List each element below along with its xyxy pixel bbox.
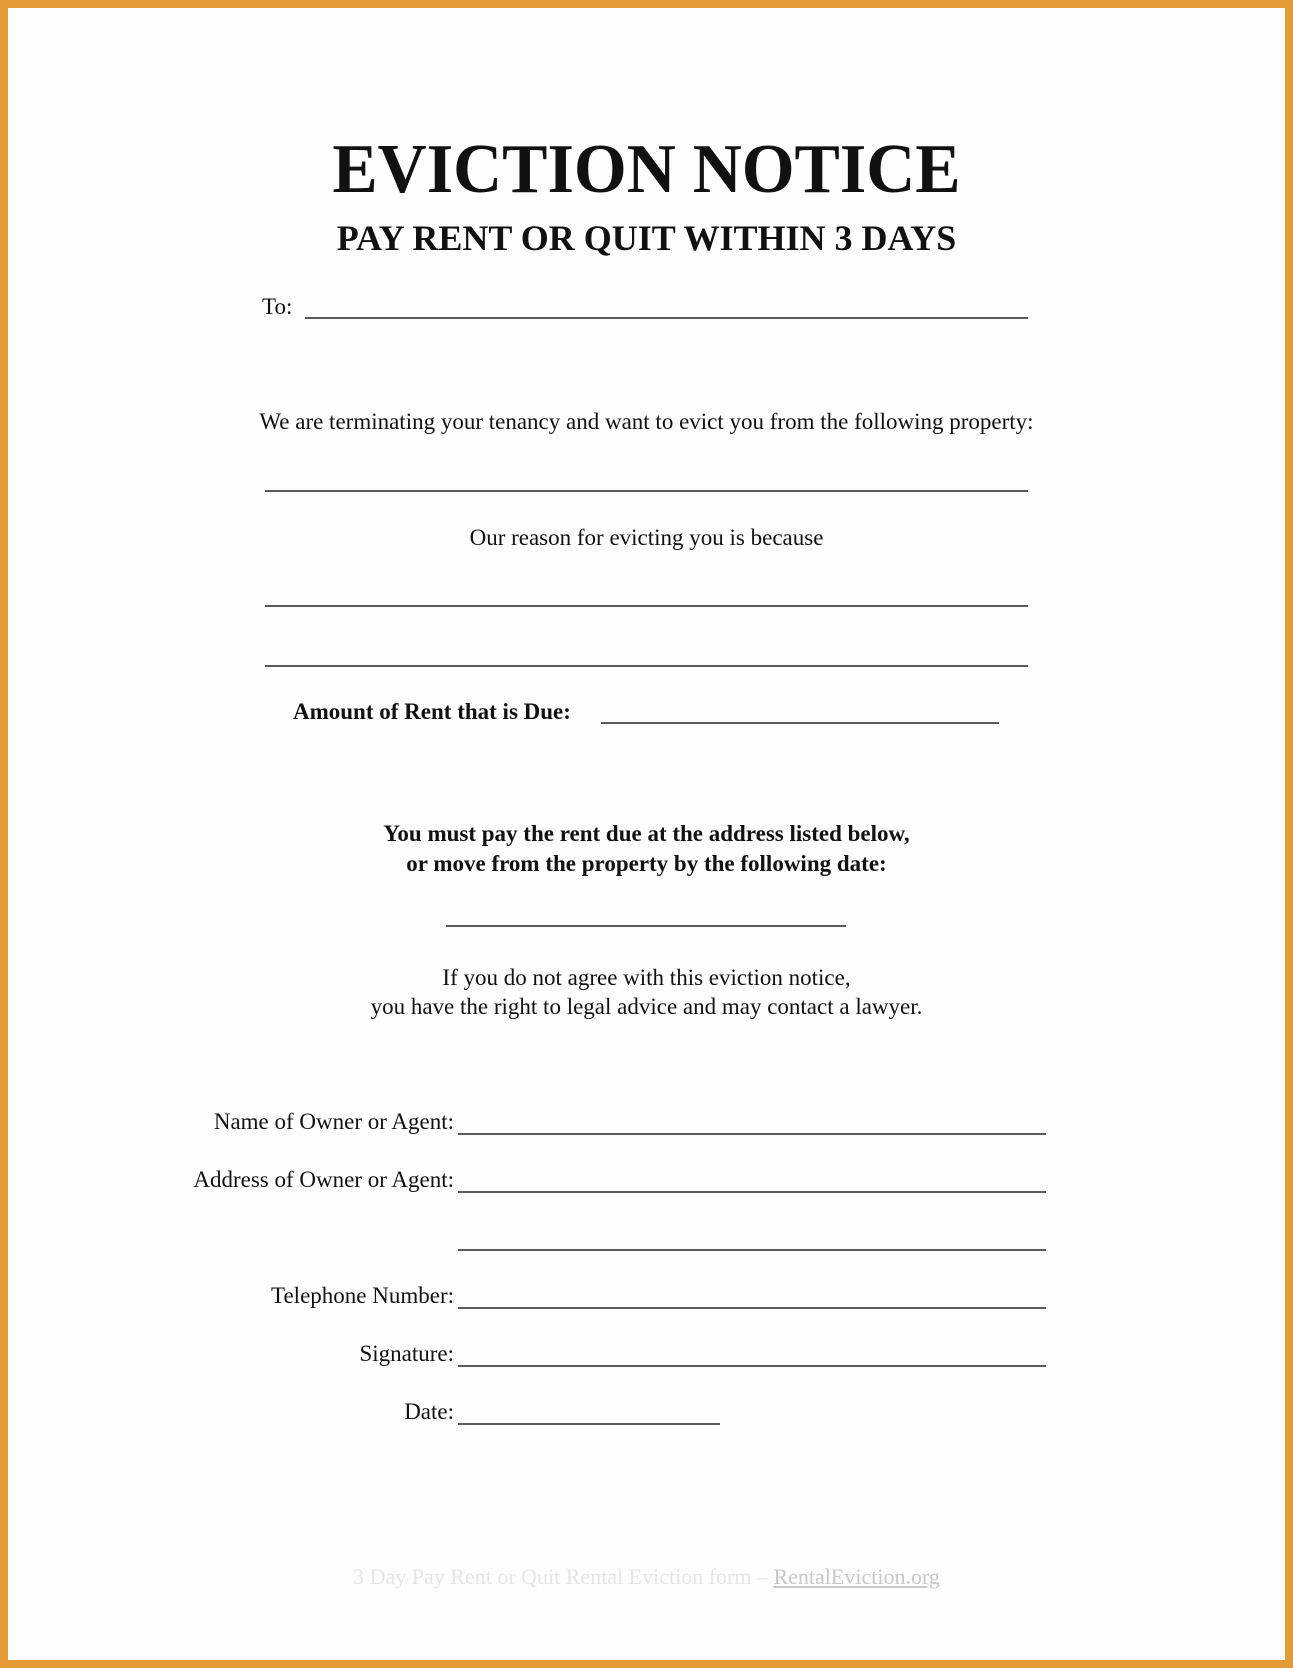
reason-field-1[interactable] bbox=[265, 605, 1028, 607]
telephone-label: Telephone Number: bbox=[271, 1283, 454, 1308]
legal-line-1: If you do not agree with this eviction notice, bbox=[442, 965, 851, 990]
move-date-field[interactable] bbox=[446, 925, 846, 927]
amount-label: Amount of Rent that is Due: bbox=[293, 699, 571, 724]
date-field[interactable] bbox=[458, 1423, 720, 1425]
footer-link[interactable]: RentalEviction.org bbox=[773, 1564, 940, 1589]
page-title: EVICTION NOTICE bbox=[332, 131, 961, 208]
telephone-field[interactable] bbox=[458, 1307, 1046, 1309]
document-page bbox=[8, 8, 1285, 1660]
reason-field-2[interactable] bbox=[265, 665, 1028, 667]
footer bbox=[8, 1563, 1285, 1591]
legal-line-2: you have the right to legal advice and may contact a lawyer. bbox=[370, 994, 923, 1019]
to-field[interactable] bbox=[305, 317, 1028, 319]
owner-address-field-1[interactable] bbox=[458, 1191, 1046, 1193]
signature-field[interactable] bbox=[458, 1365, 1046, 1367]
pay-notice-line-1: You must pay the rent due at the address listed below, bbox=[383, 821, 910, 846]
signature-label: Signature: bbox=[359, 1341, 454, 1366]
property-field[interactable] bbox=[265, 490, 1028, 492]
owner-name-label: Name of Owner or Agent: bbox=[213, 1109, 454, 1134]
owner-address-field-2[interactable] bbox=[458, 1249, 1046, 1251]
footer-text: 3 Day Pay Rent or Quit Rental Eviction form – bbox=[353, 1564, 774, 1589]
date-label: Date: bbox=[404, 1399, 454, 1424]
reason-text: Our reason for evicting you is because bbox=[469, 525, 824, 550]
amount-field[interactable] bbox=[601, 722, 999, 724]
owner-name-field[interactable] bbox=[458, 1133, 1046, 1135]
intro-text: We are terminating your tenancy and want to evict you from the following property: bbox=[259, 409, 1034, 434]
page-subtitle: PAY RENT OR QUIT WITHIN 3 DAYS bbox=[336, 218, 957, 258]
to-label: To: bbox=[262, 294, 293, 319]
owner-address-label: Address of Owner or Agent: bbox=[193, 1167, 454, 1192]
pay-notice-line-2: or move from the property by the following date: bbox=[406, 851, 887, 876]
